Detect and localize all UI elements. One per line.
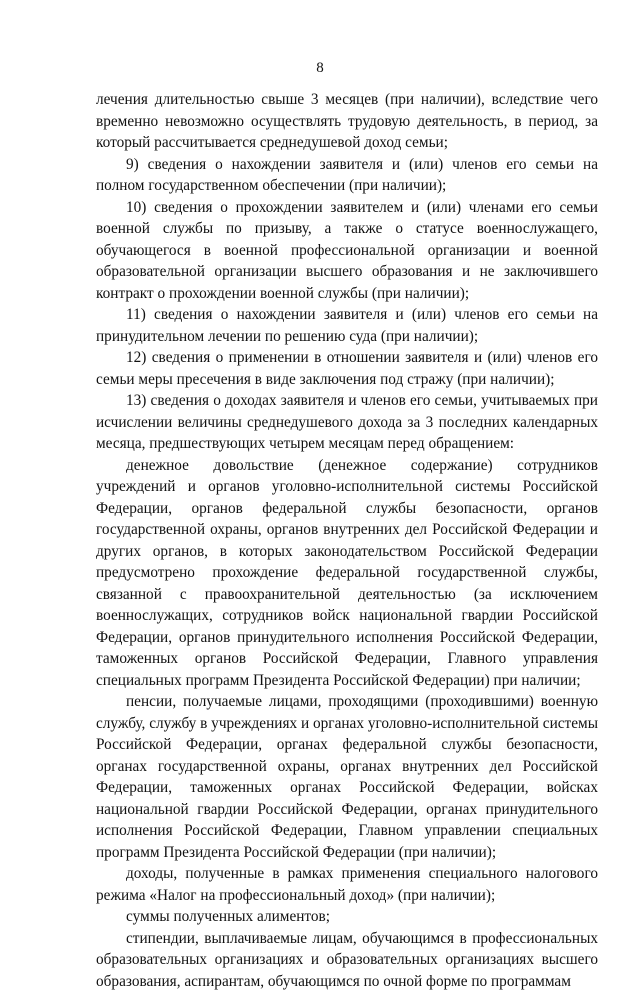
document-body <box>96 89 598 992</box>
paragraph-pensions: пенсии, получаемые лицами, проходящими (проходившими) военную службу, службу в учреждениях и органах уголовно-исполнительной системы Российской Федерации, органах федеральной службы безопасности, органах государственной охраны, органах внутренних дел Российской Федерации, таможенных органах Российской Федерации, войсках национальной гвардии Российской Федерации, органах принудительного исполнения Российской Федерации, Главном управлении специальных программ Президента Российской Федерации (при наличии); <box>96 691 598 863</box>
paragraph-continuation: лечения длительностью свыше 3 месяцев (при наличии), вследствие чего временно невозможно осуществлять трудовую деятельность, в период, за который рассчитывается среднедушевой доход семьи; <box>96 89 598 154</box>
paragraph-item-10: 10) сведения о прохождении заявителем и (или) членами его семьи военной службы по призыву, а также о статусе военнослужащего, обучающегося в военной профессиональной организации и военной образовательной организации высшего образования и не заключившего контракт о прохождении военной службы (при наличии); <box>96 197 598 305</box>
paragraph-stipends: стипендии, выплачиваемые лицам, обучающимся в профессиональных образовательных организациях и образовательных организациях высшего образования, аспирантам, обучающимся по очной форме по программам <box>96 928 598 992</box>
paragraph-professional-income: доходы, полученные в рамках применения специального налогового режима «Налог на профессиональный доход» (при наличии); <box>96 863 598 906</box>
paragraph-item-11: 11) сведения о нахождении заявителя и (или) членов его семьи на принудительном лечении по решению суда (при наличии); <box>96 304 598 347</box>
paragraph-alimony: суммы полученных алиментов; <box>96 906 598 928</box>
page-number: 8 <box>0 60 640 77</box>
paragraph-allowance: денежное довольствие (денежное содержание) сотрудников учреждений и органов уголовно-исполнительной системы Российской Федерации, органов федеральной службы безопасности, органов государственной охраны, органов внутренних дел Российской Федерации и других органов, в которых законодательством Российской Федерации предусмотрено прохождение федеральной государственной службы, связанной с правоохранительной деятельностью (за исключением военнослужащих, сотрудников войск национальной гвардии Российской Федерации, органов принудительного исполнения Российской Федерации, таможенных органов Российской Федерации, Главного управления специальных программ Президента Российской Федерации) при наличии; <box>96 455 598 692</box>
paragraph-item-9: 9) сведения о нахождении заявителя и (или) членов его семьи на полном государственном обеспечении (при наличии); <box>96 154 598 197</box>
paragraph-item-13: 13) сведения о доходах заявителя и членов его семьи, учитываемых при исчислении величины среднедушевого дохода за 3 последних календарных месяца, предшествующих четырем месяцам перед обращением: <box>96 390 598 455</box>
paragraph-item-12: 12) сведения о применении в отношении заявителя и (или) членов его семьи меры пресечения в виде заключения под стражу (при наличии); <box>96 347 598 390</box>
